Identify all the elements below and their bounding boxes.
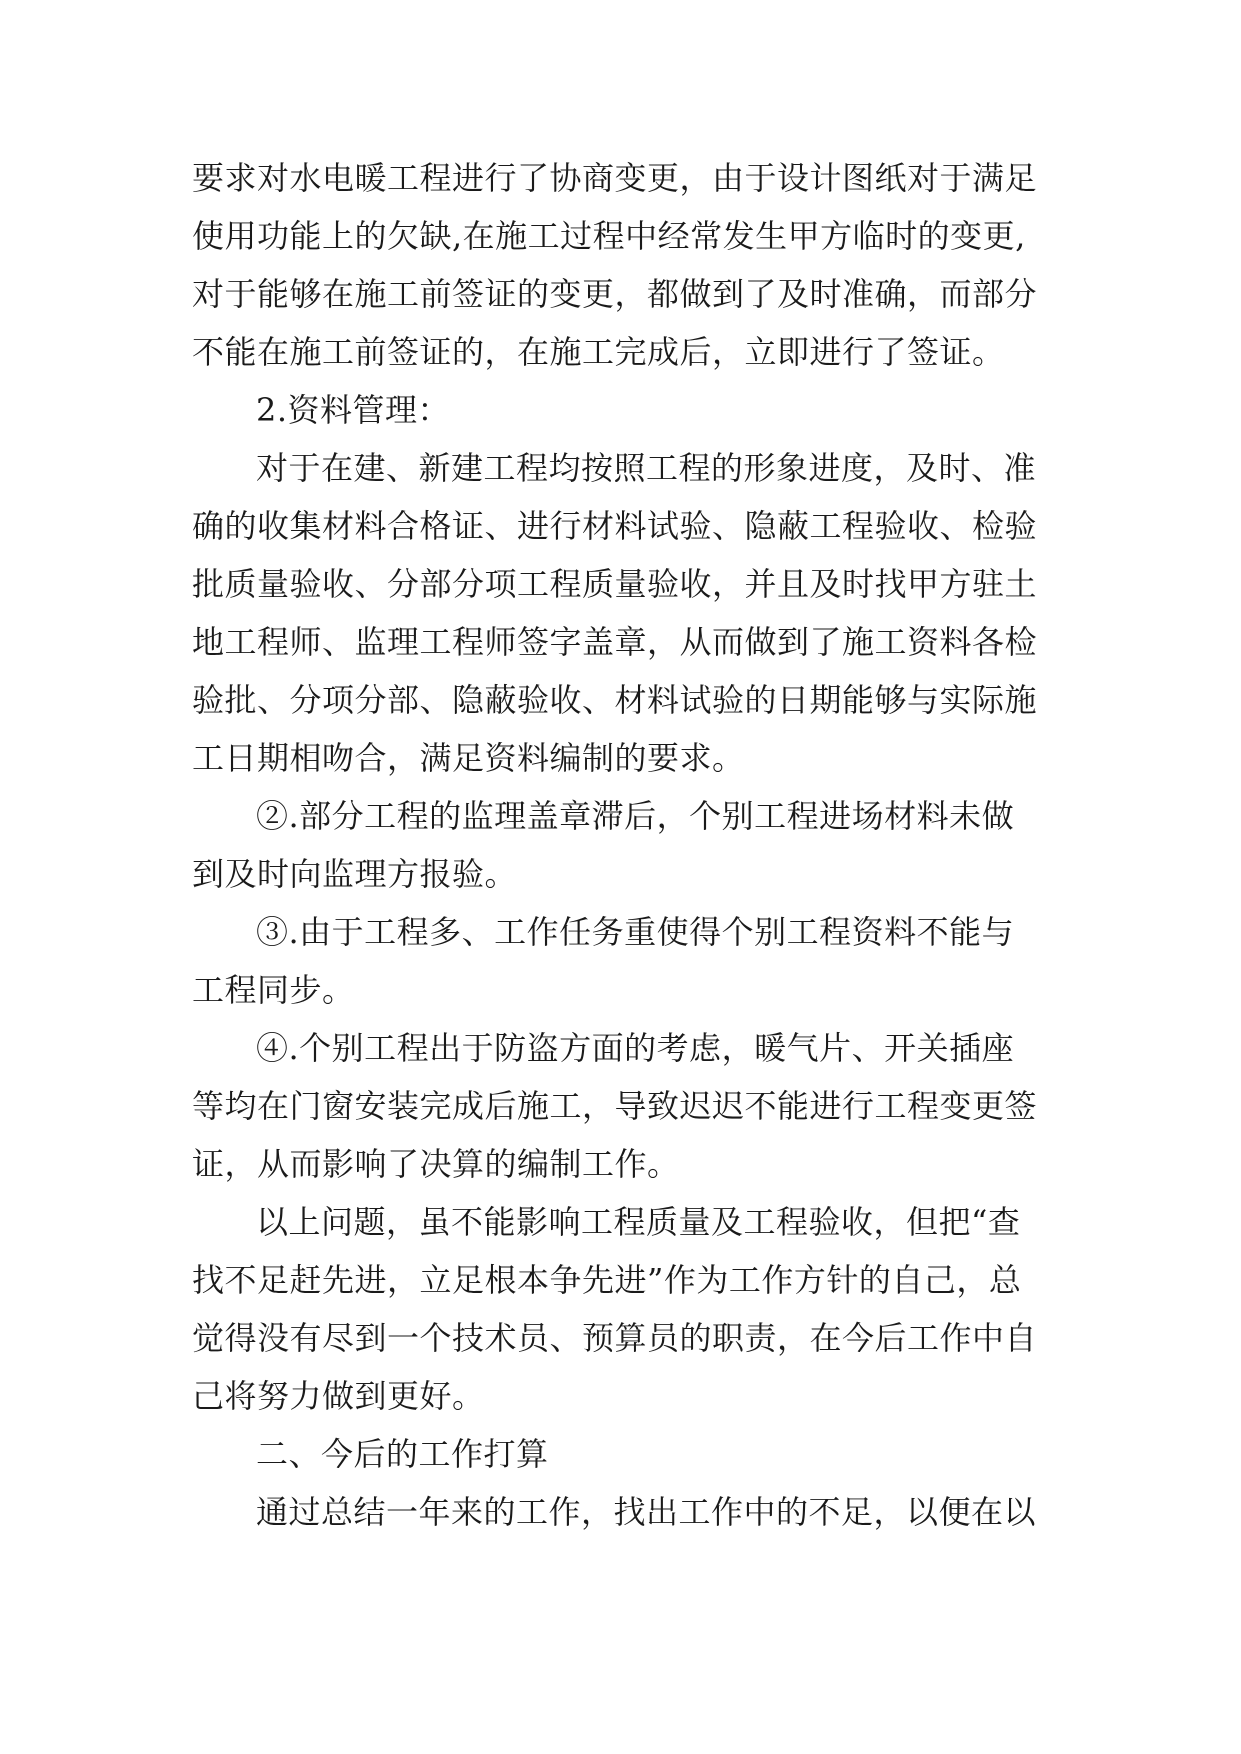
text-line: ②.部分工程的监理盖章滞后，个别工程进场材料未做 [256,797,1015,835]
text-line: 找不足赶先进，立足根本争先进”作为工作方针的自己，总 [192,1261,1022,1299]
text-line: 要求对水电暖工程进行了协商变更，由于设计图纸对于满足 [192,159,1038,197]
text-line: 觉得没有尽到一个技术员、预算员的职责，在今后工作中自 [192,1319,1038,1357]
section-heading: 二、今后的工作打算 [256,1435,549,1473]
text-line: 己将努力做到更好。 [192,1377,485,1415]
text-line: 验批、分项分部、隐蔽验收、材料试验的日期能够与实际施 [192,681,1038,719]
text-line: 使用功能上的欠缺,在施工过程中经常发生甲方临时的变更, [192,217,1026,255]
text-line: 不能在施工前签证的，在施工完成后，立即进行了签证。 [192,333,1005,371]
text-line: ③.由于工程多、工作任务重使得个别工程资料不能与 [256,913,1015,951]
text-line: 对于在建、新建工程均按照工程的形象进度，及时、准 [256,449,1037,487]
text-line: 地工程师、监理工程师签字盖章，从而做到了施工资料各检 [192,623,1038,661]
text-line: 通过总结一年来的工作，找出工作中的不足，以便在以 [256,1493,1037,1531]
text-line: 到及时向监理方报验。 [192,855,518,893]
text-line: 证，从而影响了决算的编制工作。 [192,1145,680,1183]
text-line: ④.个别工程出于防盗方面的考虑，暖气片、开关插座 [256,1029,1015,1067]
text-line: 工程同步。 [192,971,355,1009]
text-line: 工日期相吻合，满足资料编制的要求。 [192,739,745,777]
text-line: 以上问题，虽不能影响工程质量及工程验收，但把“查 [256,1203,1021,1241]
text-line: 确的收集材料合格证、进行材料试验、隐蔽工程验收、检验 [192,507,1038,545]
section-heading: 2.资料管理： [256,391,451,429]
text-line: 对于能够在施工前签证的变更，都做到了及时准确，而部分 [192,275,1038,313]
text-line: 等均在门窗安装完成后施工，导致迟迟不能进行工程变更签 [192,1087,1038,1125]
text-line: 批质量验收、分部分项工程质量验收，并且及时找甲方驻土 [192,565,1038,603]
